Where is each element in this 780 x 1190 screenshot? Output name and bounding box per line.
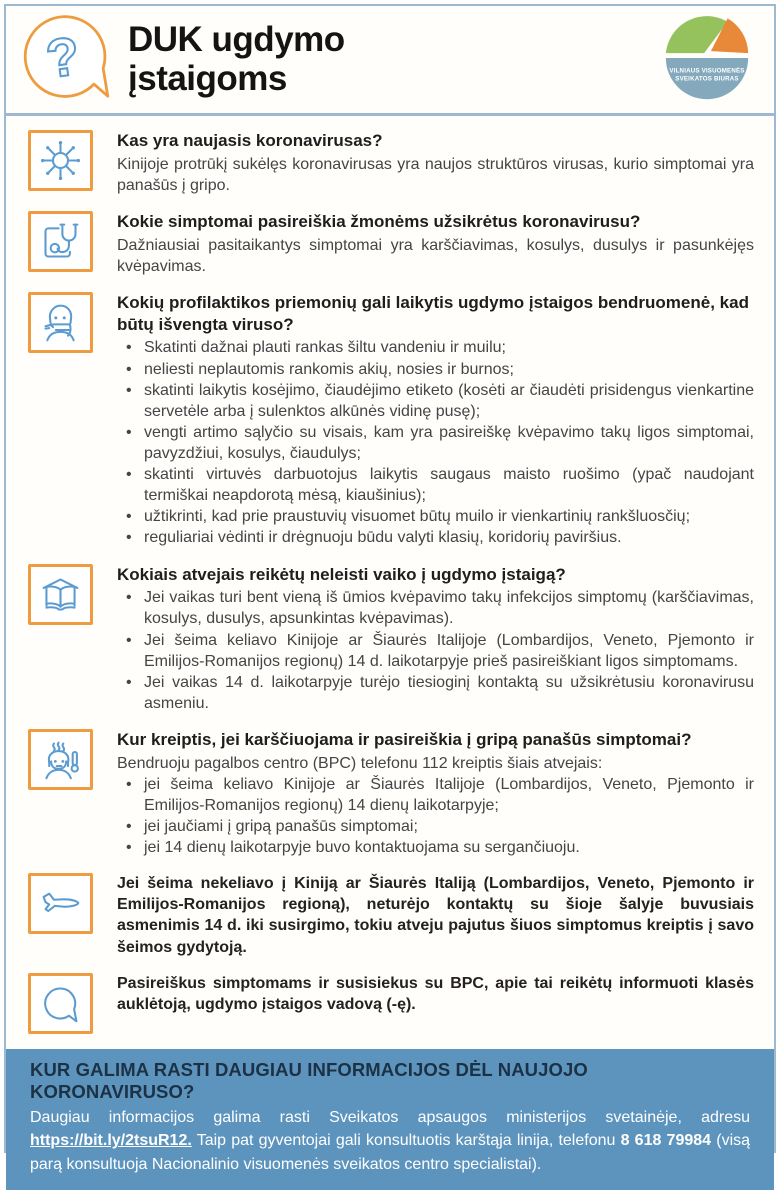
section-bullet-list [117, 587, 754, 714]
section-heading: Kokie simptomai pasireiškia žmonėms užsikrėtus koronavirusu? [117, 211, 641, 231]
logo-text-line2: SVEIKATOS BIURAS [675, 75, 739, 83]
footer-body [30, 1106, 750, 1177]
bullet-item: • skatinti laikytis kosėjimo, čiaudėjimo etiketo (kosėti ar čiaudėti prisidengus vienkartine servetėle arba į sulenktos alkūnės vidinę pusę); [117, 380, 754, 422]
section-heading: Kas yra naujasis koronavirusas? [117, 131, 383, 150]
faq-content [6, 116, 774, 1049]
speech-bubble-icon [28, 973, 93, 1034]
section-bold-body: Pasireiškus simptomams ir susisiekus su BPC, apie tai reikėtų informuoti klasės auklėtoją, ugdymo įstaigos vadovą (-ę). [117, 974, 754, 1013]
page-frame [4, 4, 776, 1174]
section-body: Kinijoje protrūkį sukėlęs koronavirusas yra naujos struktūros virusas, kurio simptomai yra panašūs į gripo. [117, 155, 754, 194]
fever-person-icon [28, 729, 93, 790]
footer-info-band [6, 1049, 774, 1190]
page-title [128, 21, 345, 98]
section-body: Dažniausiai pasitaikantys simptomai yra karščiavimas, kosulys, dusulys ir pasunkėjęs kvėpavimas. [117, 236, 754, 275]
bullet-item: • skatinti virtuvės darbuotojus laikytis saugaus maisto ruošimo (ypač naudojant termiškai neapdorotą mėsą, kiaušinius); [117, 464, 754, 506]
faq-section [28, 973, 754, 1034]
bullet-item: • Skatinti dažnai plauti rankas šiltu vandeniu ir muilu; [117, 337, 754, 358]
bullet-item: • jei šeima keliavo Kinijoje ar Šiaurės Italijoje (Lombardijos, Veneto, Pjemonto ir Emilijos-Romanijos regionų) 14 dienų laikotarpyje; [117, 774, 754, 816]
stethoscope-icon [28, 211, 93, 272]
header [6, 6, 774, 116]
footer-heading: KUR GALIMA RASTI DAUGIAU INFORMACIJOS DĖL NAUJOJO KORONAVIRUSO? [30, 1058, 588, 1102]
footer-link[interactable]: https://bit.ly/2tsuR12. [30, 1132, 192, 1150]
section-heading: Kur kreiptis, jei karščiuojama ir pasireiškia į gripą panašūs simptomai? [117, 729, 692, 749]
cough-into-elbow-icon [28, 292, 93, 353]
section-bullet-list [117, 774, 754, 858]
open-book-icon [28, 564, 93, 625]
section-heading: Kokiais atvejais reikėtų neleisti vaiko į ugdymo įstaigą? [117, 564, 566, 584]
svg-text:?: ? [42, 25, 84, 90]
section-body: Bendruoju pagalbos centro (BPC) telefonu 112 kreiptis šiais atvejais: [117, 754, 603, 772]
question-bubble-icon [16, 12, 118, 108]
bullet-item: • jei jaučiami į gripą panašūs simptomai; [117, 816, 754, 837]
airplane-icon [28, 873, 93, 934]
section-heading: Kokių profilaktikos priemonių gali laikytis ugdymo įstaigos bendruomenė, kad būtų išvengta viruso? [117, 292, 749, 334]
footer-body-part3: (visą parą konsultuoja Nacionalinio visuomenės sveikatos centro specialistai). [30, 1132, 751, 1174]
footer-phone-number: 8 618 79984 [620, 1132, 712, 1150]
page-title-line1: DUK ugdymo [128, 20, 345, 59]
footer-body-part1: Daugiau informacijos galima rasti Sveikatos apsaugos ministerijos svetainėje, adresu [30, 1108, 750, 1126]
faq-section [28, 211, 754, 277]
faq-section [28, 873, 754, 957]
bullet-item: • užtikrinti, kad prie praustuvių visuomet būtų muilo ir vienkartinių rankšluosčių; [117, 506, 754, 527]
faq-section [28, 130, 754, 196]
bullet-item: • reguliariai vėdinti ir drėgnuoju būdu valyti klasių, koridorių paviršius. [117, 527, 754, 548]
organization-logo [656, 11, 758, 109]
footer-body-part2: Taip pat gyventojai gali konsultuotis karštąja linija, telefonu [196, 1132, 616, 1150]
faq-section [28, 564, 754, 714]
bullet-item: • Jei vaikas turi bent vieną iš ūmios kvėpavimo takų infekcijos simptomų (karščiavimas, kosulys, dusulys, apsunkintas kvėpavimas). [117, 587, 754, 629]
faq-section [28, 729, 754, 858]
bullet-item: • jei 14 dienų laikotarpyje buvo kontaktuojama su sergančiuoju. [117, 837, 754, 858]
bullet-item: • vengti artimo sąlyčio su visais, kam yra pasireiškę kvėpavimo takų ligos simptomai, pavyzdžiui, kosulys, čiaudulys; [117, 422, 754, 464]
page-title-line2: įstaigoms [128, 58, 287, 98]
bullet-item: • Jei šeima keliavo Kinijoje ar Šiaurės Italijoje (Lombardijos, Veneto, Pjemonto ir Emilijos-Romanijos regionų) 14 d. laikotarpyje prieš pasireiškiant ligos simptomams. [117, 630, 754, 672]
bullet-item: • neliesti neplautomis rankomis akių, nosies ir burnos; [117, 359, 754, 380]
faq-section [28, 292, 754, 549]
virus-icon [28, 130, 93, 191]
section-bullet-list [117, 337, 754, 548]
bullet-item: • Jei vaikas 14 d. laikotarpyje turėjo tiesioginį kontaktą su užsikrėtusiu koronavirusu asmeniu. [117, 672, 754, 714]
logo-text-line1: VILNIAUS VISUOMENĖS [669, 67, 745, 75]
section-bold-body: Jei šeima nekeliavo į Kiniją ar Šiaurės Italiją (Lombardijos, Veneto, Pjemonto ir Emilijos-Romanijos regioną), neturėjo kontaktų su šioje šalyje buvusiais asmenimis 14 d. iki susirgimo, tokiu atveju pajutus šiuos simptomus kreiptis į savo šeimos gydytoją. [117, 875, 754, 956]
